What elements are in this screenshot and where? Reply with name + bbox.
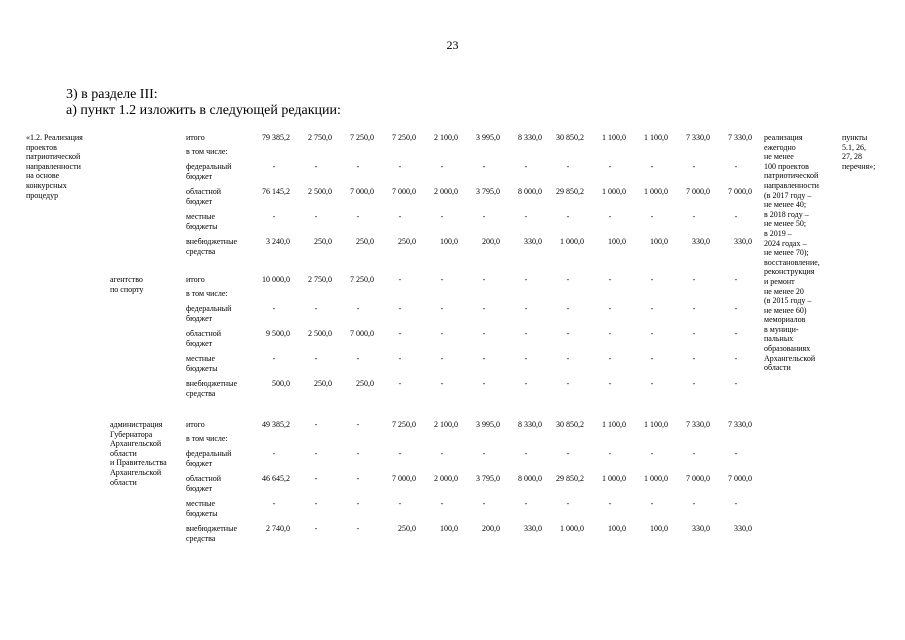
row-label-line: бюджет	[186, 313, 213, 323]
executor-name-line: Губернатора	[110, 429, 153, 439]
value-cell: -	[482, 275, 486, 284]
value-cell: 7 000,0	[728, 474, 752, 483]
measure-name	[26, 133, 83, 200]
value-cell: -	[608, 329, 612, 338]
expected-results-line: в муници-	[764, 324, 799, 334]
row-label-line: бюджет	[186, 171, 213, 181]
value-cell: 330,0	[734, 524, 752, 533]
value-cell: -	[356, 354, 360, 363]
value-cell: -	[272, 304, 276, 313]
value-cell: -	[524, 162, 528, 171]
row-label	[186, 499, 218, 518]
value-cell: -	[734, 304, 738, 313]
value-cell: -	[524, 354, 528, 363]
value-cell: -	[398, 304, 402, 313]
row-label	[186, 237, 237, 256]
expected-results-line: области	[764, 363, 791, 373]
page-number: 23	[446, 38, 459, 52]
value-cell: -	[692, 354, 696, 363]
value-cell: 7 000,0	[392, 187, 416, 196]
expected-results-line: реализация	[764, 133, 803, 142]
value-cell: 200,0	[482, 237, 500, 246]
expected-results-line: (в 2015 году –	[764, 296, 812, 306]
measure-name-line: патриотической	[26, 152, 81, 162]
row-label-line: бюджет	[186, 196, 213, 206]
measure-name-line: «1.2. Реализация	[26, 133, 83, 142]
value-cell: -	[692, 162, 696, 171]
value-cell: 46 645,2	[262, 474, 290, 483]
value-cell: -	[272, 499, 276, 508]
expected-results	[764, 133, 820, 373]
value-cell: -	[314, 524, 318, 533]
value-cell: 100,0	[440, 524, 458, 533]
value-cell: -	[398, 449, 402, 458]
expected-results-line: мемориалов	[764, 315, 806, 325]
value-cell: -	[482, 212, 486, 221]
value-cell: -	[398, 499, 402, 508]
value-cell: 7 330,0	[686, 420, 710, 429]
value-cell: 7 330,0	[728, 420, 752, 429]
value-cell: -	[734, 275, 738, 284]
value-cell: -	[314, 162, 318, 171]
value-cell: -	[524, 499, 528, 508]
value-cell: 2 750,0	[308, 275, 332, 284]
value-cell: -	[398, 354, 402, 363]
value-cell: 100,0	[650, 524, 668, 533]
value-cell: 330,0	[524, 524, 542, 533]
value-cell: -	[314, 420, 318, 429]
value-cell: -	[692, 449, 696, 458]
value-cell: 100,0	[650, 237, 668, 246]
value-cell: 7 000,0	[350, 187, 374, 196]
row-label-line: бюджеты	[186, 508, 218, 518]
value-cell: 1 000,0	[602, 474, 626, 483]
value-cell: 250,0	[398, 237, 416, 246]
row-label-line: итого	[186, 133, 205, 142]
row-label-line: средства	[186, 246, 216, 256]
expected-results-line: Архангельской	[764, 353, 816, 363]
value-cell: 7 250,0	[392, 133, 416, 142]
measure-name-line: процедур	[26, 190, 59, 200]
value-cell: -	[566, 212, 570, 221]
value-cell: 1 000,0	[560, 524, 584, 533]
value-cell: -	[566, 329, 570, 338]
value-cell: 3 795,0	[476, 474, 500, 483]
row-label	[186, 449, 231, 468]
executor-name-line: Архангельской	[110, 439, 162, 449]
value-cell: -	[608, 449, 612, 458]
value-cell: -	[272, 212, 276, 221]
value-cell: -	[440, 499, 444, 508]
value-cell: -	[482, 329, 486, 338]
row-label-line: в том числе:	[186, 147, 228, 156]
row-label-line: областной	[186, 187, 222, 196]
row-label-line: бюджеты	[186, 221, 218, 231]
value-cell: -	[524, 329, 528, 338]
row-label	[186, 147, 228, 157]
value-cell: -	[398, 212, 402, 221]
value-cell: -	[440, 304, 444, 313]
value-cell: -	[524, 449, 528, 458]
value-cell: -	[566, 449, 570, 458]
row-label-line: областной	[186, 329, 222, 338]
expected-results-line: образованиях	[764, 344, 811, 354]
expected-results-line: пальных	[764, 334, 794, 344]
expected-results-line: 2024 годах –	[764, 238, 807, 248]
value-cell: 9 500,0	[266, 329, 290, 338]
row-label-line: внебюджетные	[186, 524, 237, 533]
value-cell: 3 995,0	[476, 133, 500, 142]
value-cell: -	[314, 354, 318, 363]
value-cell: -	[524, 275, 528, 284]
expected-results-line: направленности	[764, 180, 819, 190]
value-cell: 8 330,0	[518, 133, 542, 142]
value-cell: 100,0	[608, 524, 626, 533]
value-cell: -	[398, 162, 402, 171]
value-cell: -	[650, 212, 654, 221]
value-cell: 79 385,2	[262, 133, 290, 142]
value-cell: -	[314, 449, 318, 458]
value-cell: -	[482, 499, 486, 508]
value-cell: 1 100,0	[602, 133, 626, 142]
value-cell: 2 500,0	[308, 187, 332, 196]
value-cell: 49 385,2	[262, 420, 290, 429]
value-cell: -	[608, 379, 612, 388]
value-cell: 2 000,0	[434, 474, 458, 483]
executor-name-line: администрация	[110, 420, 163, 429]
value-cell: -	[566, 162, 570, 171]
subsection-heading: а) пункт 1.2 изложить в следующей редакции:	[66, 103, 341, 118]
value-cell: -	[734, 499, 738, 508]
value-cell: -	[482, 354, 486, 363]
row-label	[186, 524, 237, 543]
value-cell: -	[692, 329, 696, 338]
row-label-line: итого	[186, 275, 205, 284]
value-cell: -	[734, 162, 738, 171]
value-cell: -	[566, 499, 570, 508]
value-cell: -	[608, 304, 612, 313]
row-label-line: в том числе:	[186, 289, 228, 298]
value-cell: 100,0	[608, 237, 626, 246]
value-cell: -	[314, 474, 318, 483]
value-cell: 7 000,0	[392, 474, 416, 483]
expected-results-line: в 2018 году –	[764, 209, 809, 219]
value-cell: 1 000,0	[644, 474, 668, 483]
expected-results-line: не менее	[764, 152, 794, 162]
row-label-line: федеральный	[186, 162, 232, 171]
value-cell: 330,0	[734, 237, 752, 246]
row-label	[186, 212, 218, 231]
value-cell: 330,0	[524, 237, 542, 246]
value-cell: 2 500,0	[308, 329, 332, 338]
value-cell: -	[608, 499, 612, 508]
row-label-line: областной	[186, 474, 222, 483]
row-label	[186, 420, 205, 430]
row-label-line: бюджет	[186, 338, 213, 348]
value-cell: 7 250,0	[350, 133, 374, 142]
value-cell: 330,0	[692, 524, 710, 533]
value-cell: 3 795,0	[476, 187, 500, 196]
linked-items	[842, 133, 875, 171]
value-cell: -	[524, 212, 528, 221]
value-cell: 30 850,2	[556, 420, 584, 429]
value-cell: -	[734, 449, 738, 458]
value-cell: -	[608, 354, 612, 363]
value-cell: -	[356, 420, 360, 429]
value-cell: 8 330,0	[518, 420, 542, 429]
section-heading: 3) в разделе III:	[66, 87, 158, 102]
value-cell: 8 000,0	[518, 474, 542, 483]
value-cell: -	[650, 354, 654, 363]
value-cell: -	[650, 499, 654, 508]
value-cell: -	[314, 304, 318, 313]
row-label-line: местные	[186, 212, 216, 221]
linked-items-line: 5.1, 26,	[842, 142, 866, 152]
value-cell: -	[608, 275, 612, 284]
row-label	[186, 434, 228, 444]
value-cell: 29 850,2	[556, 187, 584, 196]
value-cell: -	[608, 212, 612, 221]
value-cell: -	[524, 304, 528, 313]
linked-items-line: перечня»;	[842, 161, 876, 171]
row-label-line: бюджет	[186, 458, 213, 468]
value-cell: -	[440, 354, 444, 363]
expected-results-line: и ремонт	[764, 276, 795, 286]
value-cell: -	[314, 212, 318, 221]
value-cell: -	[608, 162, 612, 171]
value-cell: 7 000,0	[728, 187, 752, 196]
value-cell: -	[734, 212, 738, 221]
value-cell: 8 000,0	[518, 187, 542, 196]
value-cell: -	[272, 449, 276, 458]
expected-results-line: не менее 40;	[764, 200, 807, 210]
value-cell: 1 000,0	[560, 237, 584, 246]
value-cell: -	[650, 379, 654, 388]
value-cell: -	[650, 162, 654, 171]
row-label-line: местные	[186, 499, 216, 508]
expected-results-line: восстановление,	[764, 257, 820, 267]
value-cell: 100,0	[440, 237, 458, 246]
value-cell: 1 100,0	[644, 133, 668, 142]
value-cell: -	[692, 499, 696, 508]
linked-items-line: 27, 28	[842, 152, 862, 162]
value-cell: 3 240,0	[266, 237, 290, 246]
executor-name	[110, 275, 143, 294]
value-cell: -	[356, 474, 360, 483]
value-cell: -	[650, 304, 654, 313]
row-label	[186, 275, 205, 285]
row-label-line: бюджет	[186, 483, 213, 493]
value-cell: 2 000,0	[434, 187, 458, 196]
value-cell: -	[314, 499, 318, 508]
value-cell: -	[440, 379, 444, 388]
row-label-line: в том числе:	[186, 434, 228, 443]
row-label	[186, 162, 231, 181]
row-label-line: средства	[186, 388, 216, 398]
row-label-line: итого	[186, 420, 205, 429]
value-cell: -	[566, 354, 570, 363]
value-cell: 7 000,0	[686, 187, 710, 196]
row-label	[186, 289, 228, 299]
value-cell: 250,0	[398, 524, 416, 533]
expected-results-line: (в 2017 году –	[764, 190, 812, 200]
value-cell: 250,0	[356, 379, 374, 388]
executor-name-line: Архангельской	[110, 467, 162, 477]
expected-results-line: 100 проектов	[764, 161, 809, 171]
value-cell: -	[440, 449, 444, 458]
measure-name-line: направленности	[26, 161, 81, 171]
row-label-line: внебюджетные	[186, 237, 237, 246]
value-cell: -	[566, 275, 570, 284]
value-cell: 76 145,2	[262, 187, 290, 196]
value-cell: 250,0	[314, 237, 332, 246]
value-cell: -	[734, 354, 738, 363]
executor-name-line: области	[110, 448, 137, 458]
value-cell: -	[482, 304, 486, 313]
value-cell: -	[692, 275, 696, 284]
value-cell: -	[440, 329, 444, 338]
value-cell: -	[566, 304, 570, 313]
row-label-line: местные	[186, 354, 216, 363]
value-cell: -	[356, 499, 360, 508]
value-cell: -	[272, 162, 276, 171]
executor-name	[110, 420, 167, 487]
expected-results-line: не менее 60)	[764, 305, 807, 315]
row-label-line: внебюджетные	[186, 379, 237, 388]
expected-results-line: реконструкция	[764, 267, 815, 277]
value-cell: 1 100,0	[602, 420, 626, 429]
value-cell: 7 330,0	[686, 133, 710, 142]
row-label-line: федеральный	[186, 304, 232, 313]
row-label	[186, 133, 205, 143]
value-cell: -	[482, 162, 486, 171]
value-cell: 7 250,0	[350, 275, 374, 284]
value-cell: -	[734, 329, 738, 338]
value-cell: -	[692, 379, 696, 388]
executor-name-line: и Правительства	[110, 458, 167, 468]
value-cell: 1 000,0	[644, 187, 668, 196]
value-cell: -	[356, 449, 360, 458]
value-cell: 2 100,0	[434, 133, 458, 142]
value-cell: -	[650, 329, 654, 338]
executor-name-line: агентство	[110, 275, 143, 284]
row-label	[186, 354, 218, 373]
value-cell: -	[356, 212, 360, 221]
measure-name-line: проектов	[26, 142, 57, 152]
value-cell: 10 000,0	[262, 275, 290, 284]
value-cell: -	[398, 275, 402, 284]
expected-results-line: не менее 70);	[764, 248, 809, 258]
value-cell: 7 330,0	[728, 133, 752, 142]
value-cell: -	[734, 379, 738, 388]
expected-results-line: в 2019 –	[764, 228, 792, 238]
value-cell: 250,0	[356, 237, 374, 246]
measure-name-line: на основе	[26, 171, 60, 181]
value-cell: -	[650, 275, 654, 284]
value-cell: 2 100,0	[434, 420, 458, 429]
expected-results-line: ежегодно	[764, 142, 796, 152]
value-cell: -	[650, 449, 654, 458]
executor-name-line: области	[110, 477, 137, 487]
expected-results-line: не менее 50;	[764, 219, 807, 229]
linked-items-line: пункты	[842, 133, 868, 142]
value-cell: 7 000,0	[350, 329, 374, 338]
value-cell: -	[692, 304, 696, 313]
value-cell: 1 100,0	[644, 420, 668, 429]
row-label	[186, 474, 221, 493]
value-cell: 7 000,0	[686, 474, 710, 483]
expected-results-line: патриотической	[764, 171, 819, 181]
value-cell: 29 850,2	[556, 474, 584, 483]
value-cell: -	[482, 449, 486, 458]
value-cell: -	[398, 379, 402, 388]
value-cell: 2 740,0	[266, 524, 290, 533]
row-label-line: федеральный	[186, 449, 232, 458]
row-label-line: бюджеты	[186, 363, 218, 373]
value-cell: 500,0	[272, 379, 290, 388]
value-cell: 7 250,0	[392, 420, 416, 429]
value-cell: 3 995,0	[476, 420, 500, 429]
value-cell: 1 000,0	[602, 187, 626, 196]
value-cell: -	[356, 162, 360, 171]
value-cell: -	[398, 329, 402, 338]
executor-name-line: по спорту	[110, 284, 144, 294]
expected-results-line: не менее 20	[764, 286, 804, 296]
value-cell: 2 750,0	[308, 133, 332, 142]
value-cell: 330,0	[692, 237, 710, 246]
value-cell: -	[356, 304, 360, 313]
row-label	[186, 329, 221, 348]
row-label-line: средства	[186, 533, 216, 543]
value-cell: 30 850,2	[556, 133, 584, 142]
value-cell: -	[692, 212, 696, 221]
value-cell: -	[524, 379, 528, 388]
value-cell: -	[440, 162, 444, 171]
value-cell: 250,0	[314, 379, 332, 388]
value-cell: 200,0	[482, 524, 500, 533]
value-cell: -	[440, 275, 444, 284]
row-label	[186, 304, 231, 323]
measure-name-line: конкурсных	[26, 180, 67, 190]
value-cell: -	[356, 524, 360, 533]
value-cell: -	[482, 379, 486, 388]
row-label	[186, 187, 221, 206]
row-label	[186, 379, 237, 398]
value-cell: -	[440, 212, 444, 221]
value-cell: -	[272, 354, 276, 363]
value-cell: -	[566, 379, 570, 388]
